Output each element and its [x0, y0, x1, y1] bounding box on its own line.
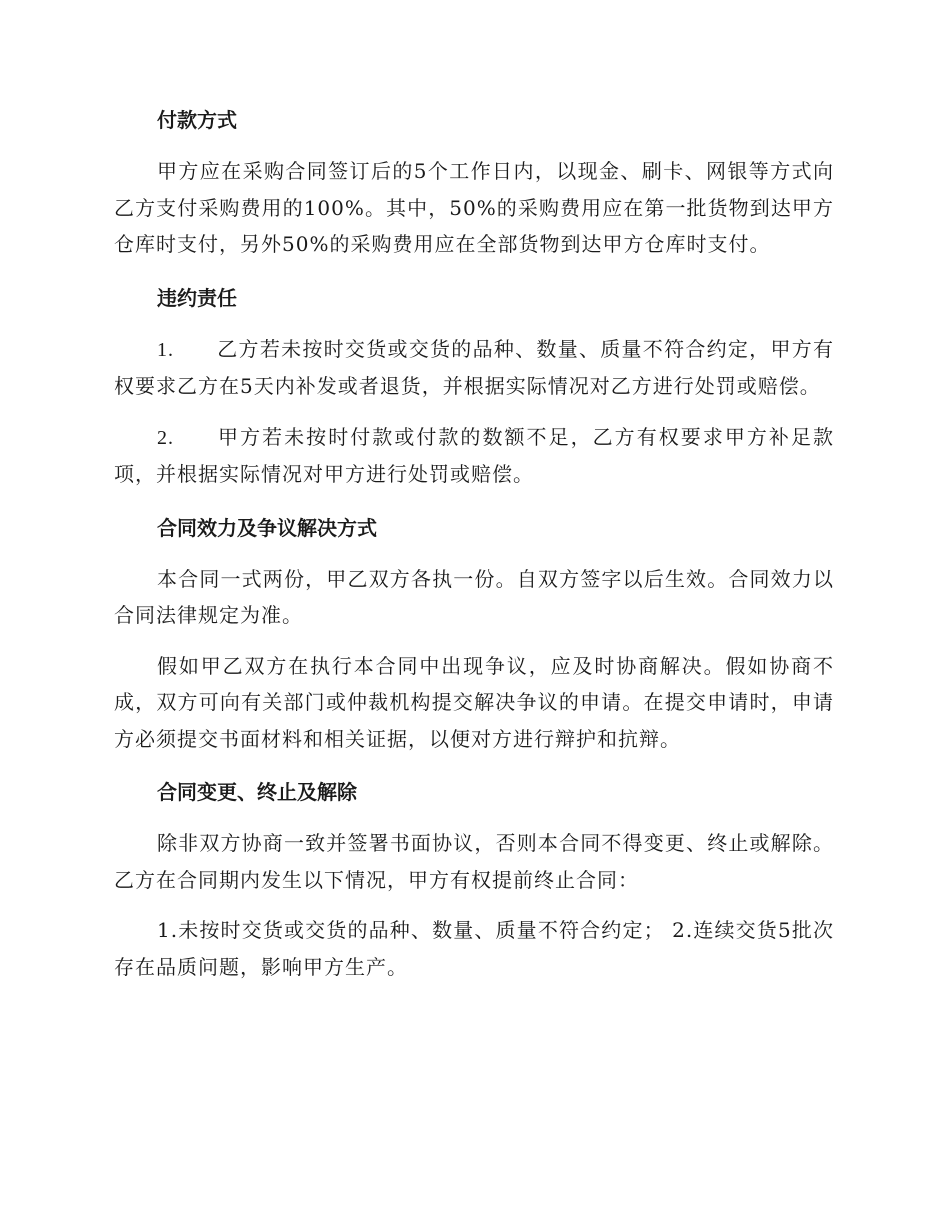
paragraph: 本合同一式两份，甲乙双方各执一份。自双方签字以后生效。合同效力以合同法律规定为准。 — [114, 566, 834, 627]
list-item-number: 1. — [157, 338, 174, 361]
list-item-text: 乙方若未按时交货或交货的品种、数量、质量不符合约定，甲方有权要求乙方在5天内补发或者退货，并根据实际情况对乙方进行处罚或赔偿。 — [114, 336, 834, 398]
section-heading: 付款方式 — [157, 108, 237, 132]
section-payment — [114, 105, 834, 263]
list-item — [114, 331, 834, 405]
section-heading: 违约责任 — [157, 285, 237, 310]
paragraph: 假如甲乙双方在执行本合同中出现争议，应及时协商解决。假如协商不成，双方可向有关部门或仲裁机构提交解决争议的申请。在提交申请时，申请方必须提交书面材料和相关证据，以便对方进行辩护和抗辩。 — [114, 653, 834, 751]
paragraph: 除非双方协商一致并签署书面协议，否则本合同不得变更、终止或解除。乙方在合同期内发生以下情况，甲方有权提前终止合同： — [114, 831, 834, 892]
document-page — [114, 105, 834, 999]
list-item-text: 甲方若未按时付款或付款的数额不足，乙方有权要求甲方补足款项，并根据实际情况对甲方进行处罚或赔偿。 — [114, 424, 834, 486]
list-item — [114, 419, 834, 493]
paragraph: 1.未按时交货或交货的品种、数量、质量不符合约定； 2.连续交货5批次存在品质问题，影响甲方生产。 — [114, 918, 834, 979]
section-heading: 合同变更、终止及解除 — [157, 780, 357, 804]
section-heading: 合同效力及争议解决方式 — [157, 515, 377, 540]
list-item-number: 2. — [157, 426, 174, 449]
section-validity-disputes — [114, 513, 834, 758]
section-change-termination — [114, 777, 834, 985]
section-breach-liability — [114, 283, 834, 493]
paragraph: 甲方应在采购合同签订后的5个工作日内，以现金、刷卡、网银等方式向乙方支付采购费用的100%。其中，50%的采购费用应在第一批货物到达甲方仓库时支付，另外50%的采购费用应在全部货物到达甲方仓库时支付。 — [114, 159, 834, 256]
